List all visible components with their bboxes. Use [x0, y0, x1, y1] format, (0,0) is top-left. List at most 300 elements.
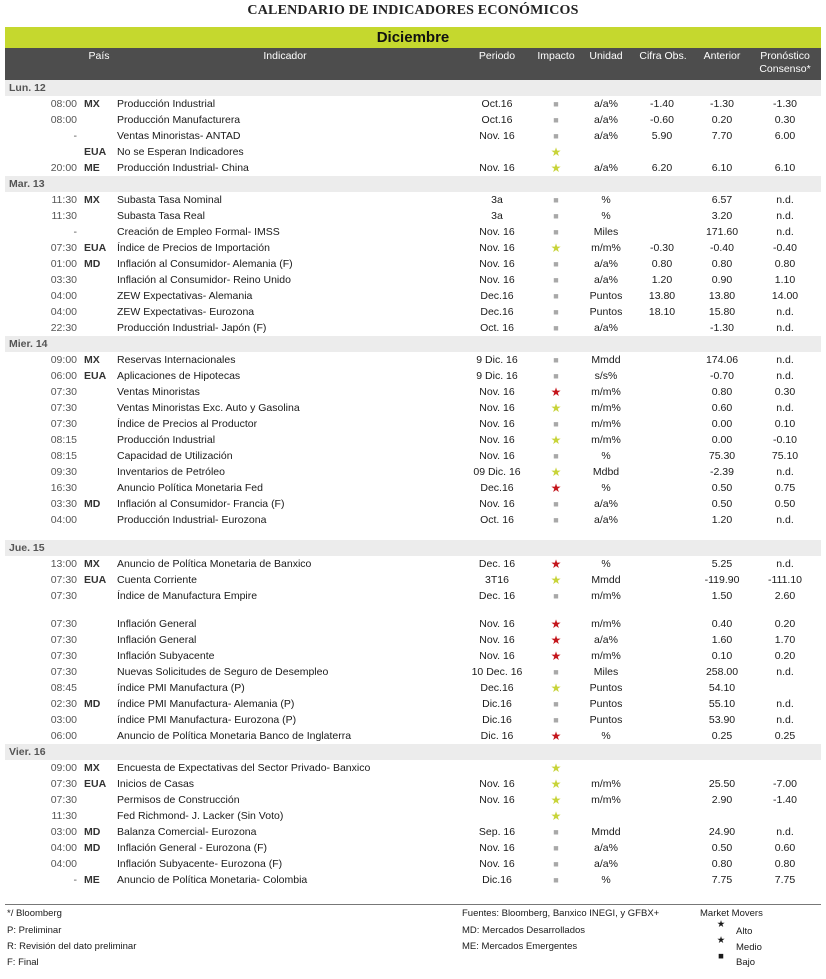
unit-cell: a/a% [594, 858, 618, 870]
period-cell: 10 Dec. 16 [471, 666, 523, 678]
period-cell: Dec.16 [480, 290, 514, 302]
table-row [5, 368, 821, 384]
period-cell: Oct. 16 [480, 322, 514, 334]
indicator-cell: Inventarios de Petróleo [117, 466, 225, 478]
header-anterior: Anterior [703, 50, 741, 62]
unit-cell: a/a% [594, 842, 618, 854]
footer-sources: Fuentes: Bloomberg, Banxico INEGI, y GFBX+ [462, 908, 660, 919]
forecast-cell: 0.30 [774, 386, 796, 398]
table-row [5, 856, 821, 872]
forecast-cell: n.d. [776, 466, 794, 478]
previous-cell: 3.20 [711, 210, 733, 222]
period-cell: 9 Dic. 16 [476, 354, 518, 366]
indicator-cell: Inflación General - Eurozona (F) [117, 842, 267, 854]
forecast-cell: n.d. [776, 826, 794, 838]
time-cell: 13:00 [50, 558, 77, 570]
forecast-cell: n.d. [776, 558, 794, 570]
period-cell: 3T16 [485, 574, 509, 586]
period-cell: Sep. 16 [478, 826, 516, 838]
indicator-cell: Producción Industrial [117, 434, 216, 446]
unit-cell: Puntos [589, 682, 623, 694]
unit-cell: Puntos [589, 306, 623, 318]
time-cell: 02:30 [50, 698, 77, 710]
time-cell: 08:00 [50, 98, 77, 110]
indicator-cell: Inflación al Consumidor- Alemania (F) [117, 258, 293, 270]
unit-cell: a/a% [594, 634, 618, 646]
country-cell: MD [84, 698, 101, 710]
period-cell: Oct. 16 [480, 514, 514, 526]
unit-cell: % [601, 558, 611, 570]
header-pronostico [751, 50, 819, 76]
obs-cell: -1.40 [650, 98, 674, 110]
period-cell: Nov. 16 [479, 794, 515, 806]
forecast-cell: n.d. [776, 666, 794, 678]
previous-cell: 0.40 [711, 618, 733, 630]
indicator-cell: Producción Industrial- China [117, 162, 249, 174]
indicator-cell: Inflación General [117, 634, 197, 646]
previous-cell: 0.00 [711, 418, 733, 430]
period-cell: Nov. 16 [479, 418, 515, 430]
unit-cell: % [601, 210, 611, 222]
time-cell: 07:30 [50, 386, 77, 398]
period-cell: Dec.16 [480, 682, 514, 694]
period-cell: Nov. 16 [479, 274, 515, 286]
previous-cell: 1.50 [711, 590, 733, 602]
forecast-cell: 14.00 [771, 290, 799, 302]
time-cell: 03:00 [50, 826, 77, 838]
table-row [5, 588, 821, 604]
impact-bajo-square-icon: ■ [553, 131, 559, 141]
country-cell: MD [84, 258, 101, 270]
time-cell: 08:15 [50, 434, 77, 446]
period-cell: Dec.16 [480, 306, 514, 318]
footer-md: MD: Mercados Desarrollados [462, 925, 586, 936]
time-cell: 11:30 [51, 810, 77, 822]
previous-cell: 0.00 [711, 434, 733, 446]
forecast-cell: 0.20 [774, 650, 796, 662]
indicator-cell: Subasta Tasa Nominal [117, 194, 222, 206]
period-cell: Nov. 16 [479, 858, 515, 870]
impact-bajo-square-icon: ■ [553, 371, 559, 381]
unit-cell: m/m% [591, 418, 621, 430]
table-row [5, 760, 821, 776]
country-cell: MD [84, 842, 101, 854]
indicator-cell: índice PMI Manufactura (P) [117, 682, 245, 694]
impact-bajo-square-icon: ■ [553, 355, 559, 365]
forecast-cell: 1.70 [774, 634, 796, 646]
obs-cell: 0.80 [651, 258, 673, 270]
indicator-cell: Inicios de Casas [117, 778, 195, 790]
day-header: Mier. 14 [5, 336, 821, 352]
unit-cell: Puntos [589, 290, 623, 302]
forecast-cell: 0.80 [774, 258, 796, 270]
indicator-cell: Capacidad de Utilización [117, 450, 233, 462]
month-banner: Diciembre [5, 27, 821, 48]
time-cell: 07:30 [50, 666, 77, 678]
table-row [5, 416, 821, 432]
time-cell: 08:00 [50, 114, 77, 126]
country-cell: EUA [84, 242, 107, 254]
period-cell: Oct.16 [481, 114, 513, 126]
time-cell: 07:30 [50, 242, 77, 254]
unit-cell: m/m% [591, 242, 621, 254]
period-cell: Nov. 16 [479, 634, 515, 646]
previous-cell: 13.80 [708, 290, 736, 302]
table-row [5, 320, 821, 336]
table-row [5, 384, 821, 400]
obs-cell: 6.20 [651, 162, 673, 174]
table-row [5, 792, 821, 808]
period-cell: Nov. 16 [479, 778, 515, 790]
unit-cell: Mdbd [592, 466, 620, 478]
legend-alto-label: Alto [736, 926, 753, 937]
forecast-cell: 2.60 [774, 590, 796, 602]
forecast-cell: 0.50 [774, 498, 796, 510]
impact-bajo-square-icon: ■ [553, 843, 559, 853]
time-cell: 07:30 [50, 634, 77, 646]
time-cell: 07:30 [50, 574, 77, 586]
previous-cell: 2.90 [711, 794, 733, 806]
period-cell: Dic.16 [482, 698, 512, 710]
obs-cell: 1.20 [651, 274, 673, 286]
period-cell: Oct.16 [481, 98, 513, 110]
unit-cell: Mmdd [591, 826, 621, 838]
time-cell: 03:30 [50, 498, 77, 510]
period-cell: 9 Dic. 16 [476, 370, 518, 382]
impact-medio-star-icon: ★ [550, 761, 562, 775]
previous-cell: 0.80 [711, 386, 733, 398]
country-cell: EUA [84, 146, 107, 158]
table-row [5, 648, 821, 664]
indicator-cell: Balanza Comercial- Eurozona [117, 826, 257, 838]
previous-cell: 0.90 [711, 274, 733, 286]
unit-cell: % [601, 482, 611, 494]
previous-cell: 0.50 [711, 498, 733, 510]
previous-cell: 1.20 [711, 514, 733, 526]
table-row [5, 664, 821, 680]
indicator-cell: Inflación al Consumidor- Francia (F) [117, 498, 285, 510]
table-row [5, 144, 821, 160]
time-cell: 07:30 [50, 778, 77, 790]
table-row [5, 512, 821, 528]
indicator-cell: Subasta Tasa Real [117, 210, 205, 222]
previous-cell: 0.60 [711, 402, 733, 414]
unit-cell: a/a% [594, 130, 618, 142]
time-cell: 20:00 [50, 162, 77, 174]
obs-cell: -0.30 [650, 242, 674, 254]
legend-medio-label: Medio [736, 942, 762, 953]
time-cell: 11:30 [51, 194, 77, 206]
footer-note-preliminar: P: Preliminar [7, 925, 62, 936]
indicator-cell: Reservas Internacionales [117, 354, 236, 366]
period-cell: 3a [491, 210, 503, 222]
period-cell: Dic.16 [482, 714, 512, 726]
country-cell: MX [84, 98, 100, 110]
unit-cell: a/a% [594, 258, 618, 270]
obs-cell: 18.10 [648, 306, 676, 318]
unit-cell: Miles [593, 226, 619, 238]
previous-cell: 1.60 [711, 634, 733, 646]
forecast-cell: n.d. [776, 210, 794, 222]
forecast-cell: n.d. [776, 370, 794, 382]
unit-cell: m/m% [591, 434, 621, 446]
indicator-cell: índice PMI Manufactura- Eurozona (P) [117, 714, 297, 726]
unit-cell: Mmdd [591, 574, 621, 586]
period-cell: Nov. 16 [479, 258, 515, 270]
indicator-cell: Ventas Minoristas [117, 386, 200, 398]
previous-cell: 54.10 [708, 682, 736, 694]
unit-cell: a/a% [594, 322, 618, 334]
indicator-cell: Producción Manufacturera [117, 114, 241, 126]
table-row [5, 728, 821, 744]
indicator-cell: Fed Richmond- J. Lacker (Sin Voto) [117, 810, 284, 822]
day-header: Mar. 13 [5, 176, 821, 192]
header-cifra-obs: Cifra Obs. [639, 50, 687, 62]
table-row [5, 572, 821, 588]
footer-note-final: F: Final [7, 957, 39, 968]
forecast-cell: 1.10 [774, 274, 796, 286]
previous-cell: -1.30 [710, 322, 734, 334]
indicator-cell: Producción Industrial- Japón (F) [117, 322, 267, 334]
previous-cell: -1.30 [710, 98, 734, 110]
previous-cell: 5.25 [711, 558, 733, 570]
section-spacer [5, 528, 821, 540]
indicator-cell: Índice de Precios de Importación [117, 242, 270, 254]
unit-cell: m/m% [591, 386, 621, 398]
header-pronostico-line2: Consenso* [759, 63, 811, 75]
time-cell: 03:30 [50, 274, 77, 286]
section-spacer [5, 604, 821, 616]
impact-medio-star-icon: ★ [550, 809, 562, 823]
time-cell: 04:00 [50, 514, 77, 526]
forecast-cell: -1.30 [773, 98, 797, 110]
header-pais: País [88, 50, 110, 62]
time-cell: 07:30 [50, 402, 77, 414]
indicator-cell: Ventas Minoristas Exc. Auto y Gasolina [117, 402, 300, 414]
impact-bajo-square-icon: ■ [553, 875, 559, 885]
forecast-cell: n.d. [776, 322, 794, 334]
forecast-cell: 75.10 [771, 450, 799, 462]
impact-medio-star-icon: ★ [550, 777, 562, 791]
impact-medio-star-icon: ★ [550, 681, 562, 695]
unit-cell: m/m% [591, 778, 621, 790]
previous-cell: 7.75 [711, 874, 733, 886]
forecast-cell: 0.10 [774, 418, 796, 430]
forecast-cell: n.d. [776, 402, 794, 414]
time-cell: 06:00 [50, 730, 77, 742]
country-cell: MX [84, 194, 100, 206]
impact-bajo-square-icon: ■ [553, 323, 559, 333]
forecast-cell: n.d. [776, 306, 794, 318]
period-cell: Nov. 16 [479, 242, 515, 254]
impact-medio-star-icon: ★ [550, 433, 562, 447]
impact-alto-star-icon: ★ [550, 557, 562, 571]
period-cell: Dic.16 [482, 874, 512, 886]
forecast-cell: n.d. [776, 354, 794, 366]
unit-cell: s/s% [594, 370, 618, 382]
unit-cell: % [601, 730, 611, 742]
impact-medio-star-icon: ★ [550, 793, 562, 807]
forecast-cell: n.d. [776, 698, 794, 710]
period-cell: Dic. 16 [480, 730, 514, 742]
table-row [5, 352, 821, 368]
header-pronostico-line1: Pronóstico [760, 50, 810, 62]
period-cell: 3a [491, 194, 503, 206]
time-cell: - [73, 130, 77, 142]
indicator-cell: Inflación Subyacente [117, 650, 215, 662]
impact-bajo-square-icon: ■ [553, 419, 559, 429]
impact-medio-star-icon: ★ [550, 161, 562, 175]
time-cell: 22:30 [50, 322, 77, 334]
unit-cell: a/a% [594, 114, 618, 126]
unit-cell: % [601, 194, 611, 206]
indicator-cell: Creación de Empleo Formal- IMSS [117, 226, 280, 238]
forecast-cell: 0.20 [774, 618, 796, 630]
time-cell: 07:30 [50, 418, 77, 430]
table-row [5, 160, 821, 176]
indicator-cell: Aplicaciones de Hipotecas [117, 370, 241, 382]
footer-divider [5, 904, 821, 905]
table-header [5, 48, 821, 80]
forecast-cell: -1.40 [773, 794, 797, 806]
impact-alto-star-icon: ★ [550, 633, 562, 647]
indicator-cell: Inflación al Consumidor- Reino Unido [117, 274, 291, 286]
period-cell: Dec.16 [480, 482, 514, 494]
time-cell: 09:30 [50, 466, 77, 478]
unit-cell: m/m% [591, 590, 621, 602]
previous-cell: 6.57 [711, 194, 733, 206]
forecast-cell: 0.60 [774, 842, 796, 854]
unit-cell: a/a% [594, 162, 618, 174]
indicator-cell: Nuevas Solicitudes de Seguro de Desempleo [117, 666, 329, 678]
table-row [5, 240, 821, 256]
indicator-cell: ZEW Expectativas- Alemania [117, 290, 253, 302]
previous-cell: 75.30 [708, 450, 736, 462]
previous-cell: 0.80 [711, 258, 733, 270]
unit-cell: a/a% [594, 514, 618, 526]
time-cell: 16:30 [50, 482, 77, 494]
previous-cell: 25.50 [708, 778, 736, 790]
legend-medio-star-icon: ★ [716, 935, 726, 946]
impact-bajo-square-icon: ■ [553, 99, 559, 109]
period-cell: Nov. 16 [479, 618, 515, 630]
unit-cell: a/a% [594, 498, 618, 510]
footer-me: ME: Mercados Emergentes [462, 941, 578, 952]
header-unidad: Unidad [589, 50, 623, 62]
impact-bajo-square-icon: ■ [553, 291, 559, 301]
impact-bajo-square-icon: ■ [553, 515, 559, 525]
time-cell: 07:30 [50, 590, 77, 602]
table-row [5, 288, 821, 304]
previous-cell: 6.10 [711, 162, 733, 174]
previous-cell: 174.06 [705, 354, 739, 366]
day-header: Jue. 15 [5, 540, 821, 556]
table-row [5, 616, 821, 632]
impact-bajo-square-icon: ■ [553, 827, 559, 837]
impact-bajo-square-icon: ■ [553, 227, 559, 237]
unit-cell: m/m% [591, 794, 621, 806]
time-cell: 07:30 [50, 650, 77, 662]
previous-cell: 15.80 [708, 306, 736, 318]
unit-cell: a/a% [594, 98, 618, 110]
country-cell: MD [84, 826, 101, 838]
previous-cell: 171.60 [705, 226, 739, 238]
table-row [5, 272, 821, 288]
time-cell: 03:00 [50, 714, 77, 726]
table-row [5, 400, 821, 416]
previous-cell: 24.90 [708, 826, 736, 838]
forecast-cell: 6.00 [774, 130, 796, 142]
indicator-cell: Producción Industrial- Eurozona [117, 514, 267, 526]
period-cell: Nov. 16 [479, 402, 515, 414]
impact-bajo-square-icon: ■ [553, 275, 559, 285]
forecast-cell: n.d. [776, 714, 794, 726]
table-row [5, 208, 821, 224]
country-cell: EUA [84, 574, 107, 586]
unit-cell: Mmdd [591, 354, 621, 366]
period-cell: Nov. 16 [479, 130, 515, 142]
period-cell: Nov. 16 [479, 842, 515, 854]
day-header: Vier. 16 [5, 744, 821, 760]
table-row [5, 556, 821, 572]
country-cell: EUA [84, 778, 107, 790]
time-cell: 09:00 [50, 354, 77, 366]
unit-cell: Puntos [589, 698, 623, 710]
time-cell: 01:00 [50, 258, 77, 270]
unit-cell: % [601, 450, 611, 462]
table-row [5, 304, 821, 320]
table-row [5, 712, 821, 728]
impact-bajo-square-icon: ■ [553, 115, 559, 125]
period-cell: Nov. 16 [479, 498, 515, 510]
table-row [5, 872, 821, 888]
indicator-cell: Anuncio Política Monetaria Fed [117, 482, 263, 494]
impact-bajo-square-icon: ■ [553, 195, 559, 205]
unit-cell: a/a% [594, 274, 618, 286]
forecast-cell: 7.75 [774, 874, 796, 886]
impact-medio-star-icon: ★ [550, 145, 562, 159]
indicator-cell: Índice de Precios al Productor [117, 418, 258, 430]
period-cell: Nov. 16 [479, 226, 515, 238]
impact-alto-star-icon: ★ [550, 649, 562, 663]
indicator-cell: Inflación General [117, 618, 197, 630]
impact-bajo-square-icon: ■ [553, 591, 559, 601]
forecast-cell: 0.80 [774, 858, 796, 870]
table-row [5, 696, 821, 712]
previous-cell: 258.00 [705, 666, 739, 678]
country-cell: MX [84, 354, 100, 366]
previous-cell: -119.90 [704, 574, 740, 586]
indicator-cell: ZEW Expectativas- Eurozona [117, 306, 255, 318]
period-cell: Nov. 16 [479, 386, 515, 398]
legend-alto-star-icon: ★ [716, 919, 726, 930]
footer-note-revision: R: Revisión del dato preliminar [7, 941, 137, 952]
country-cell: ME [84, 162, 100, 174]
impact-bajo-square-icon: ■ [553, 667, 559, 677]
table-row [5, 448, 821, 464]
forecast-cell: 0.75 [774, 482, 796, 494]
impact-bajo-square-icon: ■ [553, 859, 559, 869]
country-cell: MX [84, 558, 100, 570]
time-cell: 07:30 [50, 618, 77, 630]
previous-cell: -2.39 [710, 466, 734, 478]
unit-cell: m/m% [591, 650, 621, 662]
previous-cell: 0.50 [711, 482, 733, 494]
legend-bajo-label: Bajo [736, 957, 756, 968]
table-row [5, 632, 821, 648]
table-row [5, 96, 821, 112]
table-row [5, 776, 821, 792]
